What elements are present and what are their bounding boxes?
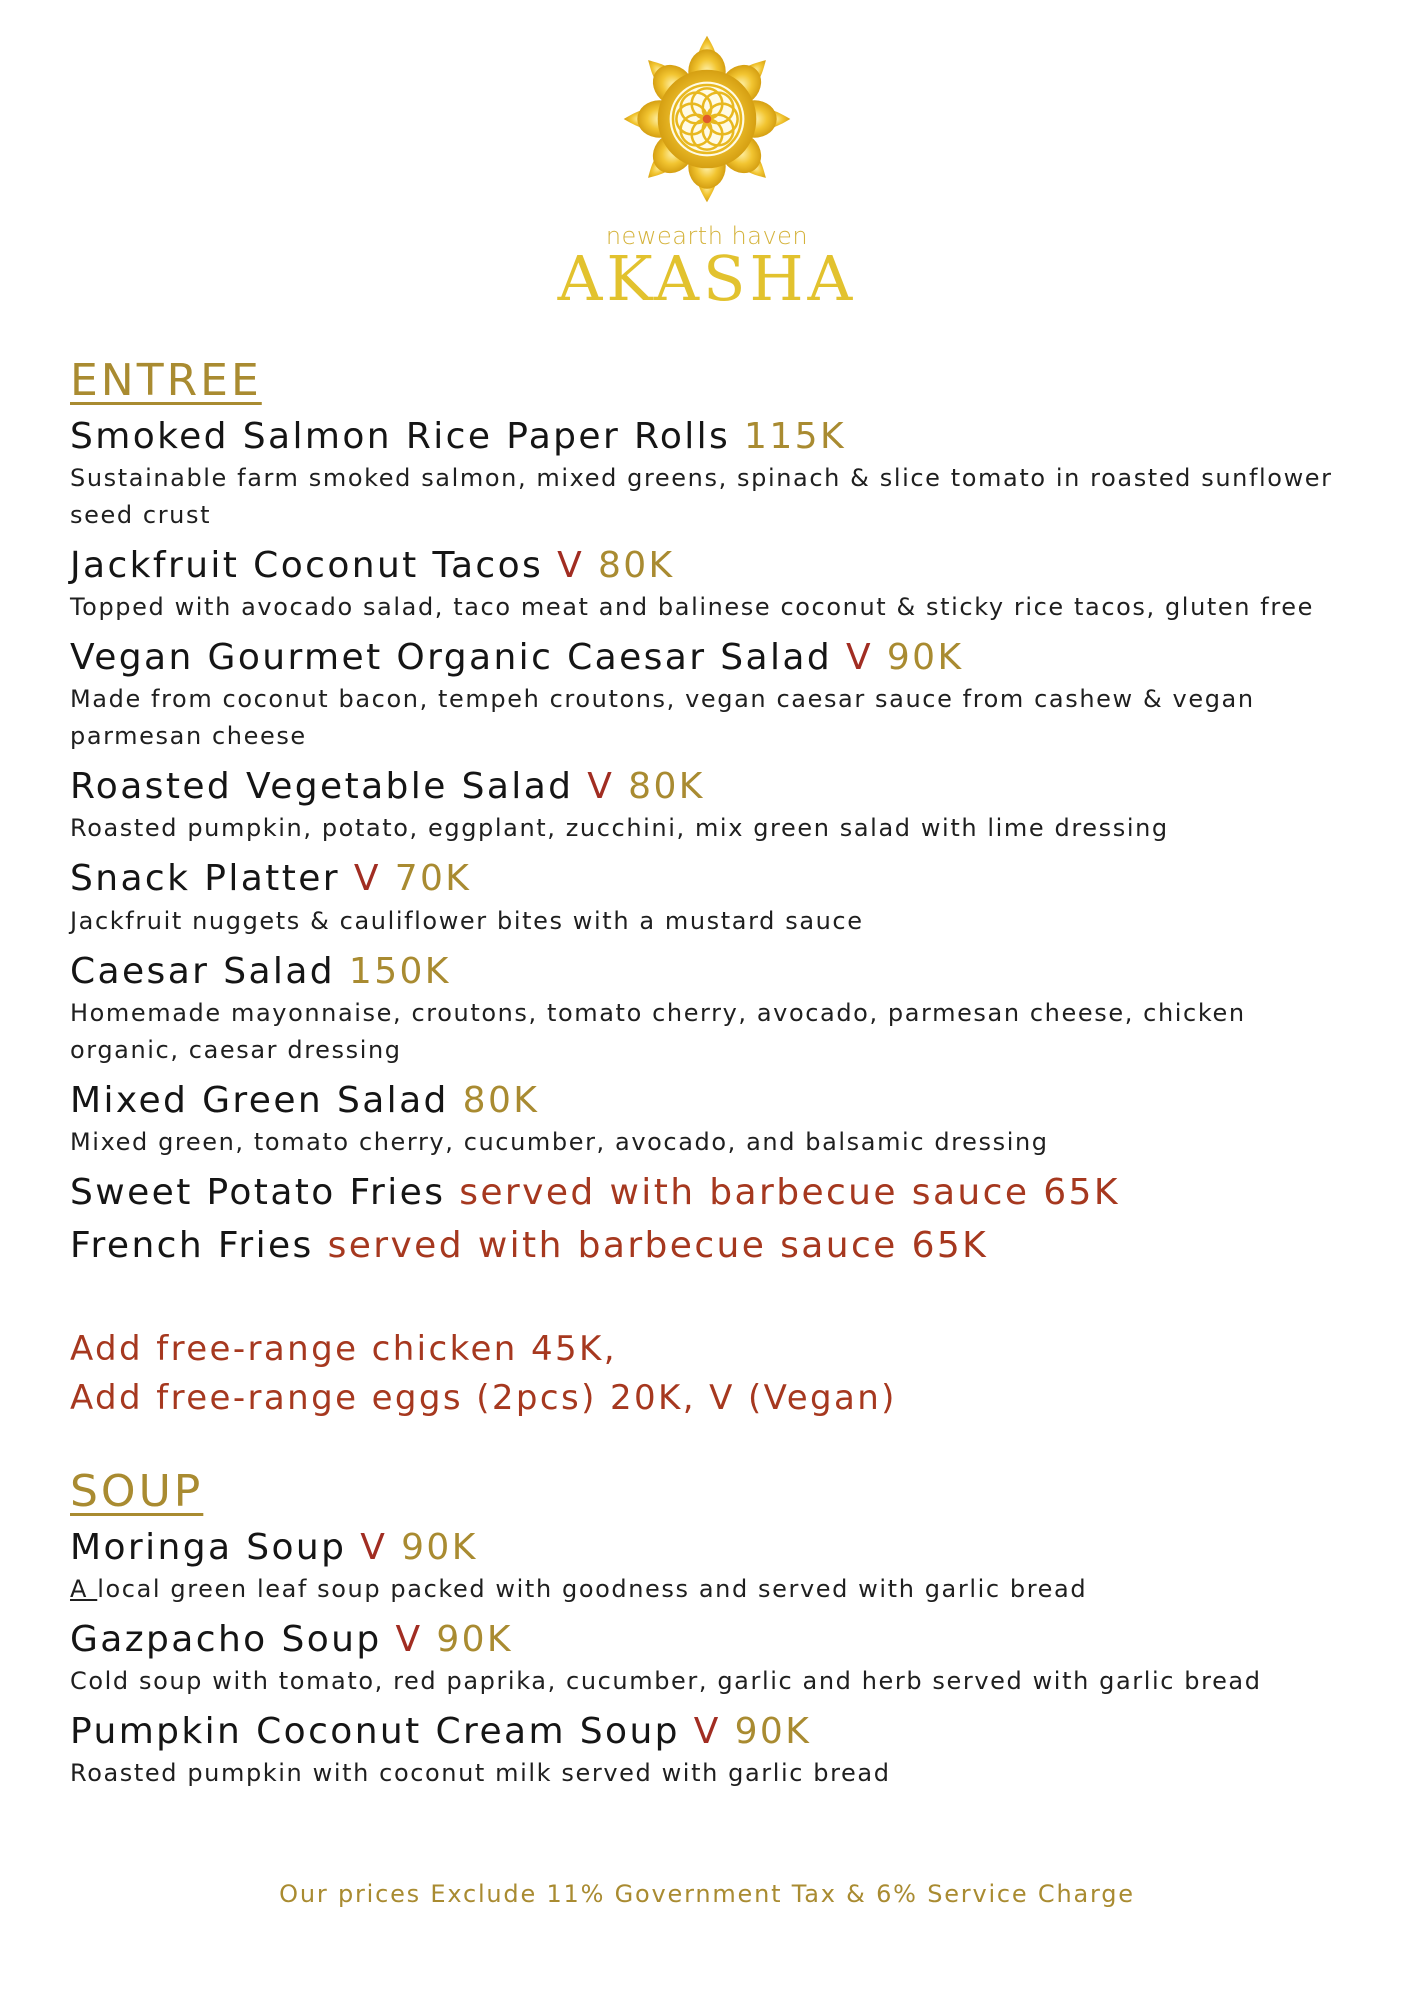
menu-item-price: 80K	[462, 1079, 540, 1121]
menu-item-name: French Fries	[70, 1225, 314, 1267]
menu-item-description	[70, 995, 1360, 1069]
menu-item-price: 90K	[734, 1711, 812, 1753]
description-text: Sustainable farm smoked salmon, mixed greens, spinach & slice tomato in roasted sunflower seed crust	[70, 463, 1333, 529]
menu-item-title	[70, 1526, 1360, 1569]
addon-eggs: Add free-range eggs (2pcs) 20K, V (Vegan)	[70, 1378, 897, 1419]
menu-item-description	[70, 1663, 1360, 1700]
brand-subtitle: newearth haven	[605, 222, 809, 250]
menu-item-name: Moringa Soup	[70, 1526, 347, 1568]
menu-item-title	[70, 544, 1360, 587]
menu-item-name: Smoked Salmon Rice Paper Rolls	[70, 415, 731, 457]
menu-item	[70, 1079, 1360, 1161]
menu-item-name: Mixed Green Salad	[70, 1079, 449, 1121]
menu-item-title	[70, 1618, 1360, 1661]
logo	[0, 34, 1414, 315]
menu-item-title	[70, 1224, 1360, 1267]
section-title-entree: ENTREE	[70, 355, 262, 406]
description-text: Roasted pumpkin, potato, eggplant, zucchini, mix green salad with lime dressing	[70, 814, 1169, 843]
menu-item-name: Gazpacho Soup	[70, 1619, 382, 1661]
description-text: Homemade mayonnaise, croutons, tomato cherry, avocado, parmesan cheese, chicken organic, caesar dressing	[70, 998, 1246, 1064]
menu-item-title	[70, 1710, 1360, 1753]
menu-item-title	[70, 415, 1360, 458]
menu-item-price: 90K	[886, 636, 964, 678]
menu-item-title	[70, 857, 1360, 900]
menu-item-description	[70, 1755, 1360, 1792]
vegan-marker: V	[557, 544, 585, 586]
tax-footer-note: Our prices Exclude 11% Government Tax & 6% Service Charge	[279, 1880, 1135, 1908]
description-text: Jackfruit nuggets & cauliflower bites with a mustard sauce	[70, 906, 864, 935]
section-title-soup: SOUP	[70, 1466, 204, 1518]
menu-item-note: served with barbecue sauce 65K	[459, 1171, 1120, 1213]
menu-item-description	[70, 589, 1360, 626]
menu-item-description	[70, 903, 1360, 940]
menu-item-description	[70, 1124, 1360, 1161]
menu-item-name: Pumpkin Coconut Cream Soup	[70, 1711, 680, 1753]
menu-item-price: 70K	[394, 858, 472, 900]
menu-item-name: Caesar Salad	[70, 950, 336, 992]
description-text: Topped with avocado salad, taco meat and balinese coconut & sticky rice tacos, gluten free	[70, 592, 1315, 621]
menu-item-name: Vegan Gourmet Organic Caesar Salad	[70, 636, 833, 678]
menu-item	[70, 857, 1360, 939]
menu-item-name: Snack Platter	[70, 858, 340, 900]
menu-item-name: Sweet Potato Fries	[70, 1171, 446, 1213]
menu-item-price: 90K	[401, 1526, 478, 1568]
section-entree	[70, 356, 1360, 1423]
menu-item-description	[70, 1571, 1360, 1608]
menu-item-name: Jackfruit Coconut Tacos	[70, 544, 544, 586]
entree-item-list	[70, 415, 1360, 1268]
menu-item-note: served with barbecue sauce 65K	[327, 1225, 989, 1267]
menu-item-price: 80K	[597, 544, 675, 586]
menu-item	[70, 765, 1360, 847]
menu-item-title	[70, 636, 1360, 679]
brand-name: AKASHA	[557, 242, 857, 315]
menu-item	[70, 1710, 1360, 1792]
menu-item-description	[70, 810, 1360, 847]
menu-item-description	[70, 460, 1360, 534]
menu-item-price: 150K	[348, 950, 451, 992]
menu-item	[70, 636, 1360, 755]
description-prefix: A	[70, 1575, 98, 1604]
mandala-lotus-icon	[622, 34, 792, 204]
menu-item	[70, 1618, 1360, 1700]
menu-item-name: Roasted Vegetable Salad	[70, 766, 574, 808]
description-text: Roasted pumpkin with coconut milk served with garlic bread	[70, 1759, 891, 1788]
description-text: Made from coconut bacon, tempeh croutons, vegan caesar sauce from cashew & vegan parmesan cheese	[70, 685, 1255, 751]
description-text: Cold soup with tomato, red paprika, cucumber, garlic and herb served with garlic bread	[70, 1667, 1262, 1696]
menu-item	[70, 1224, 1360, 1267]
menu-item-description	[70, 681, 1360, 755]
menu-item-title	[70, 1171, 1360, 1214]
menu-item-price: 90K	[436, 1619, 513, 1661]
menu-item	[70, 544, 1360, 626]
menu-item-price: 115K	[744, 415, 846, 457]
menu-item-title	[70, 765, 1360, 808]
description-text: local green leaf soup packed with goodness and served with garlic bread	[97, 1575, 1088, 1604]
vegan-marker: V	[395, 1619, 423, 1661]
section-soup	[70, 1467, 1360, 1792]
vegan-marker: V	[693, 1711, 721, 1753]
menu-item-title	[70, 950, 1360, 993]
menu-item-title	[70, 1079, 1360, 1122]
vegan-marker: V	[353, 858, 381, 900]
menu-item-price: 80K	[628, 766, 705, 808]
soup-item-list	[70, 1526, 1360, 1793]
menu-item	[70, 1171, 1360, 1214]
vegan-marker: V	[360, 1526, 388, 1568]
addon-chicken: Add free-range chicken 45K,	[70, 1329, 617, 1370]
description-text: Mixed green, tomato cherry, cucumber, avocado, and balsamic dressing	[70, 1127, 1049, 1156]
vegan-marker: V	[587, 766, 615, 808]
menu-content	[70, 356, 1360, 1802]
menu-item	[70, 950, 1360, 1069]
menu-item	[70, 415, 1360, 534]
vegan-marker: V	[845, 636, 874, 678]
menu-item	[70, 1526, 1360, 1608]
